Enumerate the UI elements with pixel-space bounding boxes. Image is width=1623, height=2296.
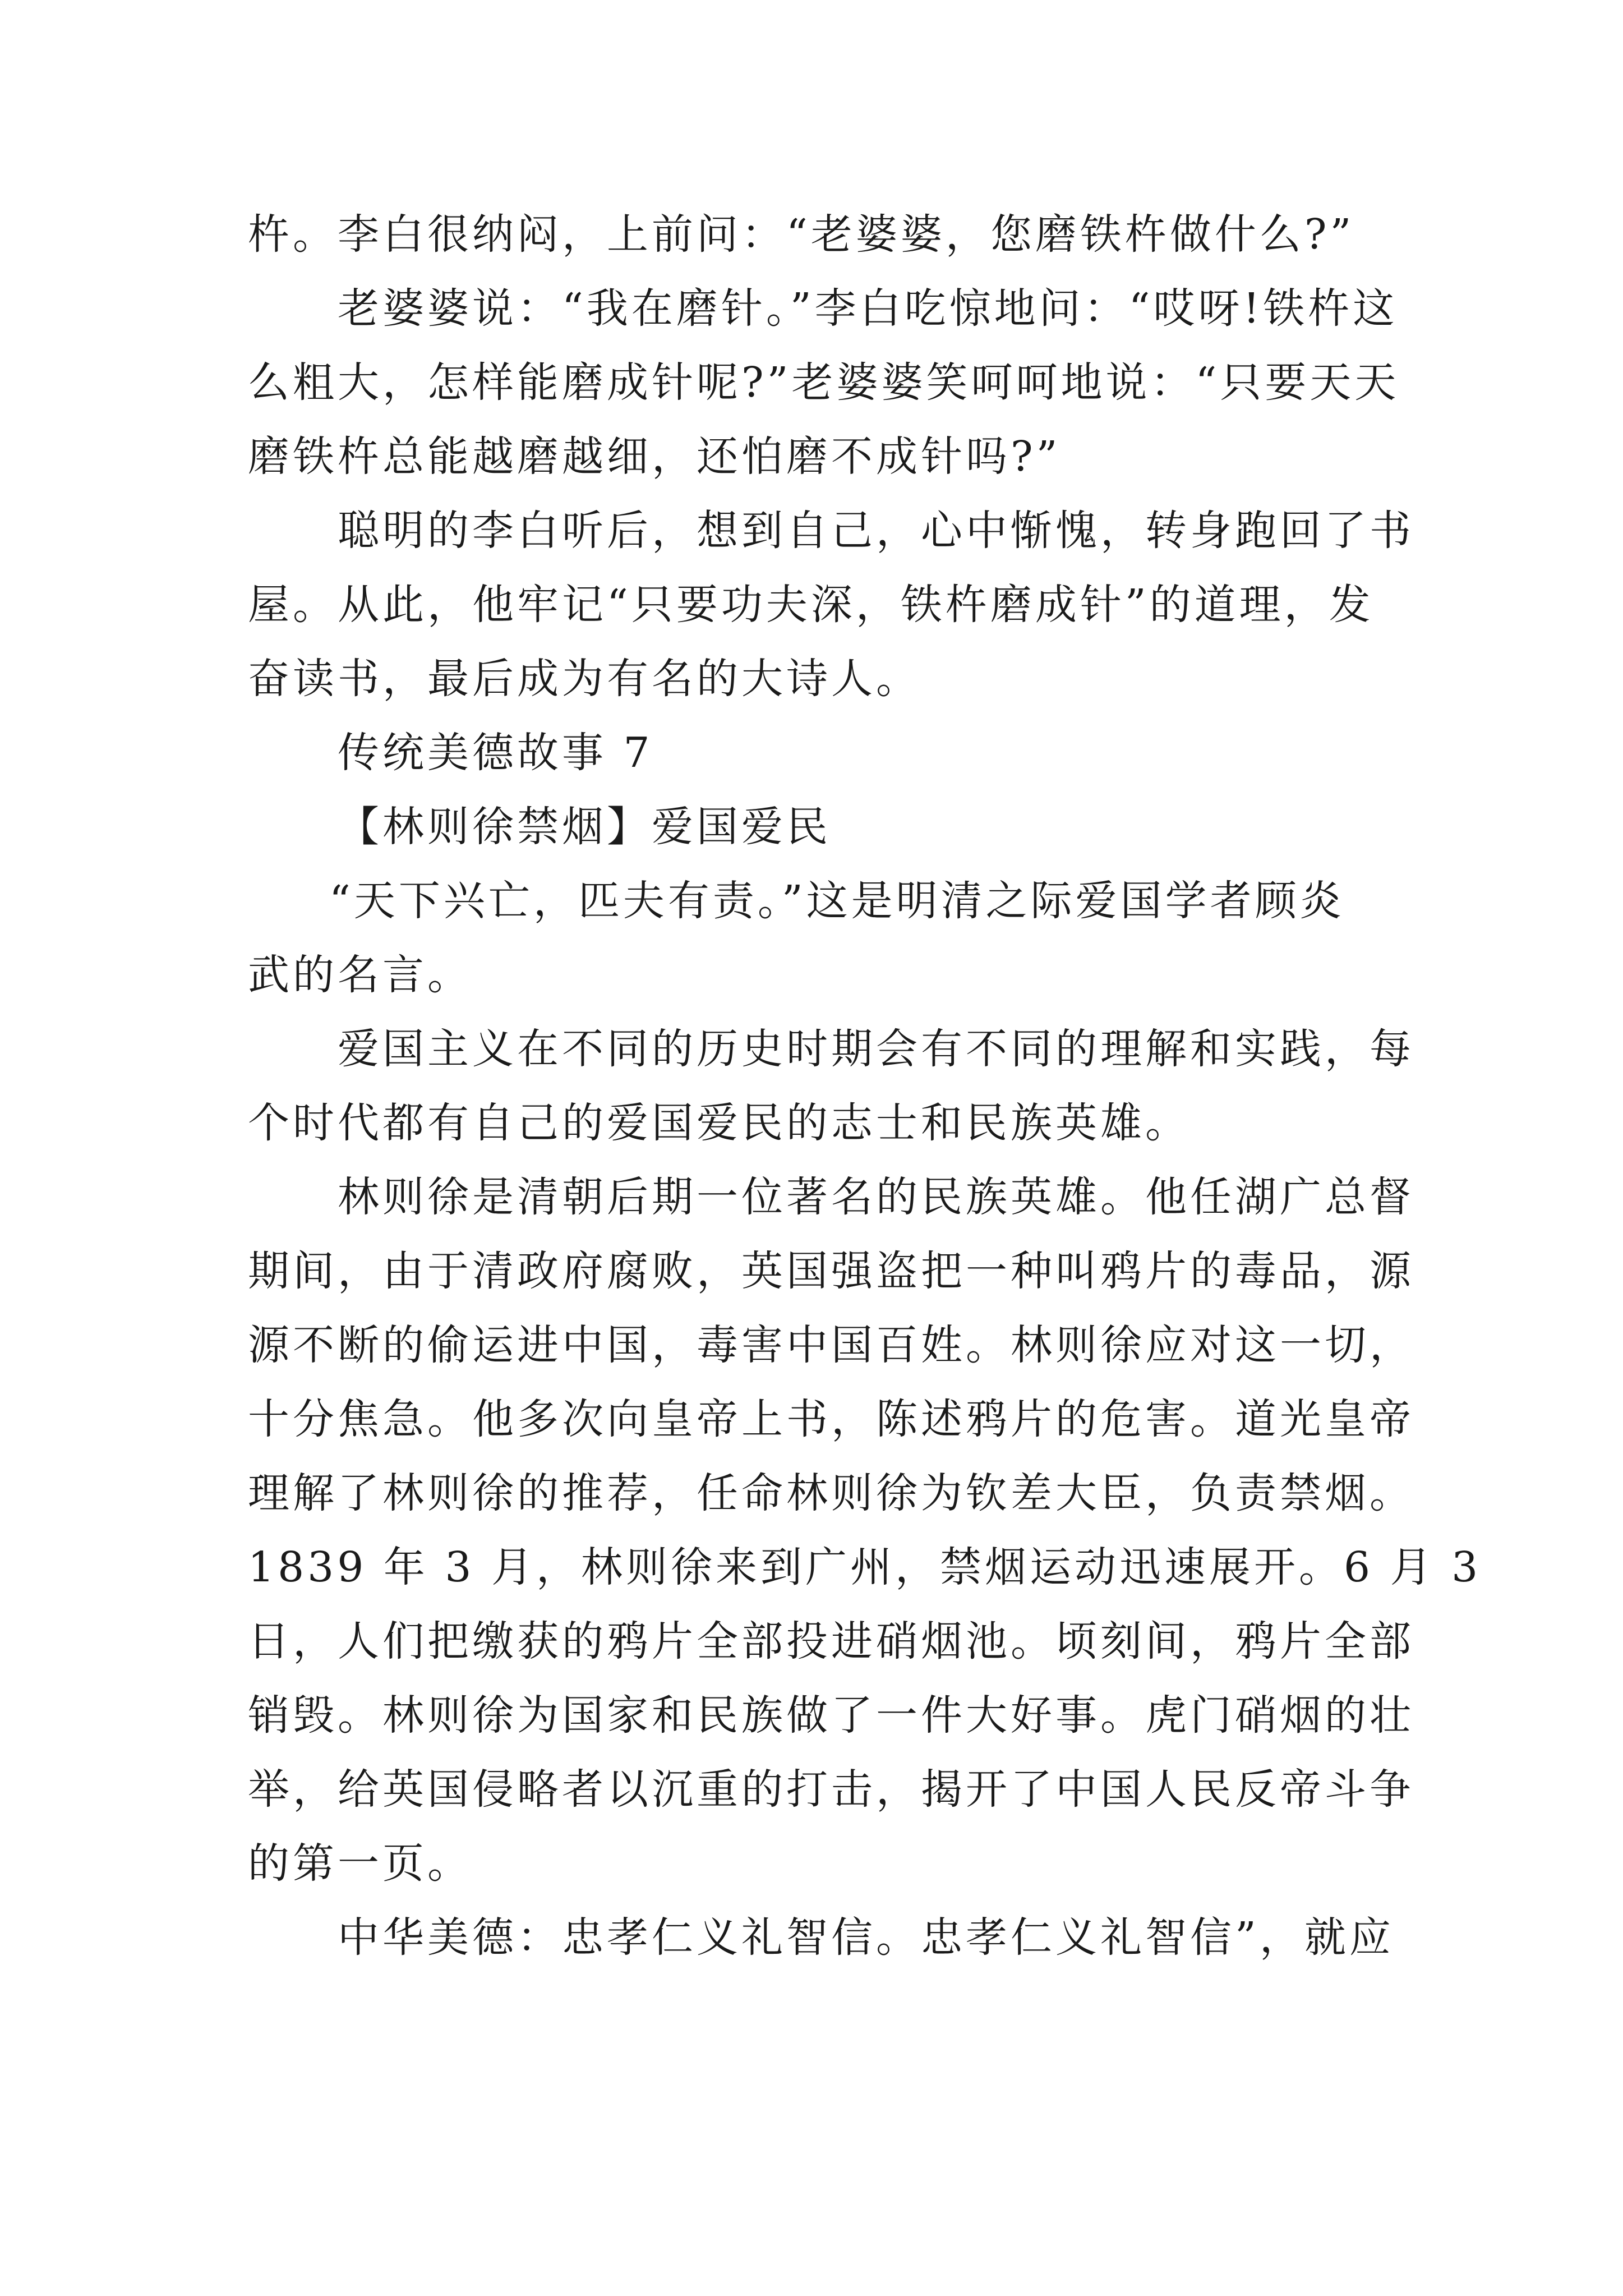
text-line-1: 杵。李白很纳闷，上前问：“老婆婆，您磨铁杵做什么?” [248,210,1355,259]
text-line-20: 日，人们把缴获的鸦片全部投进硝烟池。顷刻间，鸦片全部 [248,1617,1414,1665]
text-line-19: 1839 年 3 月，林则徐来到广州，禁烟运动迅速展开。6 月 3 [248,1543,1482,1591]
text-line-18: 理解了林则徐的推荐，任命林则徐为钦差大臣，负责禁烟。 [248,1469,1414,1517]
text-line-15: 期间，由于清政府腐败，英国强盗把一种叫鸦片的毒品，源 [248,1247,1414,1295]
text-line-10: “天下兴亡，匹夫有责。”这是明清之际爱国学者顾炎 [329,877,1345,925]
text-line-2: 老婆婆说：“我在磨针。”李白吃惊地问：“哎呀!铁杵这 [338,284,1398,333]
document-body [248,197,1482,1975]
text-line-16: 源不断的偷运进中国，毒害中国百姓。林则徐应对这一切， [248,1321,1414,1369]
text-line-3: 么粗大，怎样能磨成针呢?”老婆婆笑呵呵地说：“只要天天 [248,358,1400,407]
text-line-13: 个时代都有自己的爱国爱民的志士和民族英雄。 [248,1099,1190,1147]
text-line-6: 屋。从此，他牢记“只要功夫深，铁杵磨成针”的道理，发 [248,581,1374,629]
text-line-7: 奋读书，最后成为有名的大诗人。 [248,655,921,703]
story-title: 【林则徐禁烟】爱国爱民 [338,803,831,851]
text-line-17: 十分焦急。他多次向皇帝上书，陈述鸦片的危害。道光皇帝 [248,1395,1414,1443]
text-line-11: 武的名言。 [248,951,472,999]
text-line-4: 磨铁杵总能越磨越细，还怕磨不成针吗?” [248,432,1061,481]
text-line-24: 中华美德：忠孝仁义礼智信。忠孝仁义礼智信”，就应 [338,1913,1394,1962]
text-line-5: 聪明的李白听后，想到自己，心中惭愧，转身跑回了书 [338,507,1414,555]
text-line-23: 的第一页。 [248,1839,472,1888]
text-line-14: 林则徐是清朝后期一位著名的民族英雄。他任湖广总督 [338,1173,1414,1221]
text-line-21: 销毁。林则徐为国家和民族做了一件大好事。虎门硝烟的壮 [248,1691,1414,1740]
text-line-12: 爱国主义在不同的历史时期会有不同的理解和实践，每 [338,1025,1414,1073]
section-heading: 传统美德故事 7 [338,729,653,777]
text-line-22: 举，给英国侵略者以沉重的打击，揭开了中国人民反帝斗争 [248,1765,1414,1814]
